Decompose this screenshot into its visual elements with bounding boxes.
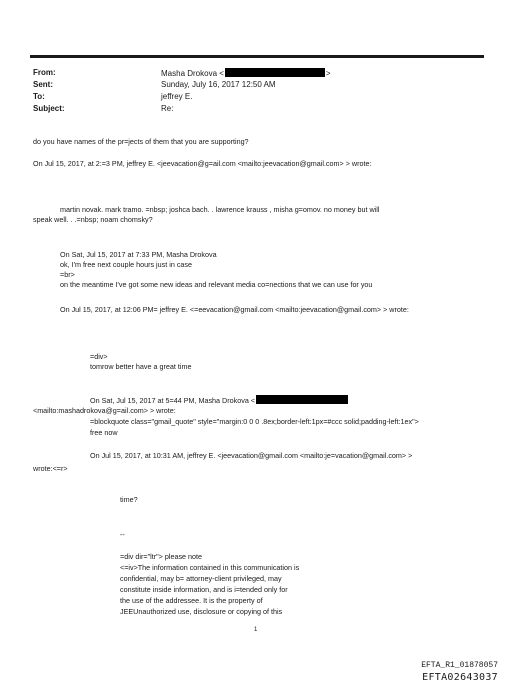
body-line: <mailto:mashadrokova@g=ail.com> > wrote: (33, 406, 176, 415)
body-line: free now (90, 428, 118, 437)
body-line: do you have names of the pr=jects of them that you are supporting? (33, 137, 249, 146)
body-line-text: On Sat, Jul 15, 2017 at 5=44 PM, Masha Drokova < (90, 396, 256, 405)
body-line: On Jul 15, 2017, at 2:=3 PM, jeffrey E. <jeevacation@g=ail.com <mailto:jeevacation@gmail.com> > wrote: (33, 159, 372, 168)
body-line: On Jul 15, 2017, at 10:31 AM, jeffrey E. <jeevacation@gmail.com <mailto:je=vacation@gmail.com> > (90, 451, 413, 460)
body-line (90, 395, 349, 405)
from-name: Masha Drokova < (161, 69, 224, 78)
body-line: On Sat, Jul 15, 2017 at 7:33 PM, Masha Drokova (60, 250, 217, 259)
redaction-box (225, 68, 325, 77)
body-line: On Jul 15, 2017, at 12:06 PM= jeffrey E. <=eevacation@gmail.com <mailto:jeevacation@gmail.com> > wrote: (60, 305, 409, 314)
subject-label: Subject: (33, 104, 65, 113)
sent-label: Sent: (33, 80, 53, 89)
body-line: tomrow better have a great time (90, 362, 192, 371)
body-line: ok, I'm free next couple hours just in case (60, 260, 193, 269)
bates-stamp-primary: EFTA_R1_01878057 (421, 661, 498, 670)
body-line: <=iv>The information contained in this communication is (120, 563, 300, 572)
to-value: jeffrey E. (161, 92, 193, 101)
body-line: JEEUnauthorized use, disclosure or copying of this (120, 607, 283, 616)
redaction-box (256, 395, 348, 404)
from-end: > (325, 69, 331, 78)
body-line: =div dir="ltr"> please note (120, 552, 203, 561)
body-line: confidential, may b= attorney-client privileged, may (120, 574, 282, 583)
page-number: 1 (254, 627, 258, 633)
body-line: -- (120, 530, 125, 539)
body-line: the use of the addressee. It is the property of (120, 596, 263, 605)
body-line: =div> (90, 352, 108, 361)
body-line: constitute inside information, and is i=tended only for (120, 585, 288, 594)
from-value (161, 68, 331, 78)
body-line: on the meantime I've got some new ideas and relevant media co=nections that we can use for you (60, 280, 373, 289)
bates-stamp-secondary: EFTA02643037 (422, 672, 498, 683)
body-line: speak well. . .=nbsp; noam chomsky? (33, 215, 153, 224)
to-label: To: (33, 92, 45, 101)
sent-value: Sunday, July 16, 2017 12:50 AM (161, 80, 276, 89)
body-line: time? (120, 495, 138, 504)
body-line: martin novak. mark tramo. =nbsp; joshca bach. . lawrence krauss , misha g=omov. no money but will (60, 205, 380, 214)
body-line: =br> (60, 270, 75, 279)
body-line: wrote:<=r> (33, 464, 68, 473)
subject-value: Re: (161, 104, 174, 113)
header-rule (30, 55, 484, 58)
body-line: =blockquote class="gmail_quote" style="margin:0 0 0 .8ex;border-left:1px=#ccc solid;padding-left:1ex"> (90, 417, 419, 426)
from-label: From: (33, 68, 56, 77)
